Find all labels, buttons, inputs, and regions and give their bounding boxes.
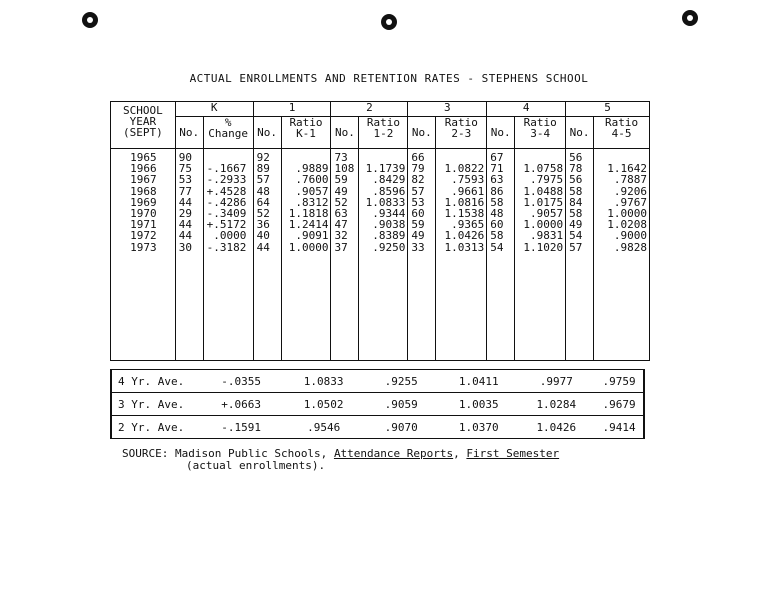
average-r4: 1.0426 xyxy=(518,416,596,439)
g1-no-header: No. xyxy=(253,117,281,149)
group-4-header: 4 xyxy=(487,102,566,117)
first-semester-title: First Semester xyxy=(466,447,560,460)
average-r1: 1.0502 xyxy=(285,393,363,416)
k-pct-column: -.1667 -.2933 +.4528 -.4286 -.3409 +.5172 .0000 -.3182 xyxy=(203,149,253,361)
group-3-header: 3 xyxy=(408,102,487,117)
g1-ratio-header: Ratio K-1 xyxy=(281,117,331,149)
average-row-2yr xyxy=(111,416,644,439)
average-r4: 1.0284 xyxy=(518,393,596,416)
k-no-header: No. xyxy=(175,117,203,149)
average-r5: .9759 xyxy=(595,370,644,393)
average-r2: .9070 xyxy=(362,416,440,439)
enrollment-table xyxy=(110,101,650,361)
punch-hole-right xyxy=(682,10,698,26)
g4-ratio-header: Ratio 3-4 xyxy=(515,117,566,149)
punch-hole-left xyxy=(82,12,98,28)
averages-table xyxy=(110,369,645,439)
g2-ratio-column: 1.1739 .8429 .8596 1.0833 .9344 .9038 .8389 .9250 xyxy=(359,149,408,361)
attendance-reports-title: Attendance Reports xyxy=(333,447,454,460)
g2-no-column: 73 108 59 49 52 63 47 32 37 xyxy=(331,149,359,361)
k-no-column: 90 75 53 77 44 29 44 44 30 xyxy=(175,149,203,361)
average-r2: .9255 xyxy=(362,370,440,393)
g2-no-header: No. xyxy=(331,117,359,149)
average-label: 4 Yr. Ave. xyxy=(111,370,197,393)
average-r3: 1.0411 xyxy=(440,370,518,393)
group-1-header: 1 xyxy=(253,102,331,117)
source-subtext: (actual enrollments). xyxy=(186,459,326,472)
g3-no-column: 66 79 82 57 53 60 59 49 33 xyxy=(408,149,436,361)
average-row-3yr xyxy=(111,393,644,416)
g3-ratio-column: 1.0822 .7593 .9661 1.0816 1.1538 .9365 1.0426 1.0313 xyxy=(436,149,487,361)
punch-hole-center xyxy=(381,14,397,30)
average-r3: 1.0370 xyxy=(440,416,518,439)
g4-no-column: 67 71 63 86 58 48 60 58 54 xyxy=(487,149,515,361)
group-5-header: 5 xyxy=(566,102,650,117)
g1-no-column: 92 89 57 48 64 52 36 40 44 xyxy=(253,149,281,361)
g4-no-header: No. xyxy=(487,117,515,149)
group-k-header: K xyxy=(175,102,253,117)
g5-no-column: 56 78 56 58 84 58 49 54 57 xyxy=(566,149,594,361)
page-title: ACTUAL ENROLLMENTS AND RETENTION RATES - STEPHENS SCHOOL xyxy=(189,72,589,85)
g3-ratio-header: Ratio 2-3 xyxy=(436,117,487,149)
average-r2: .9059 xyxy=(362,393,440,416)
average-r3: 1.0035 xyxy=(440,393,518,416)
g5-ratio-column: 1.1642 .7887 .9206 .9767 1.0000 1.0208 .9000 .9828 xyxy=(594,149,650,361)
average-r1: 1.0833 xyxy=(285,370,363,393)
source-label: SOURCE: xyxy=(122,447,169,460)
g5-ratio-header: Ratio 4-5 xyxy=(594,117,650,149)
group-2-header: 2 xyxy=(331,102,408,117)
source-text: Madison Public Schools, xyxy=(174,447,328,460)
average-r5: .9679 xyxy=(595,393,644,416)
g4-ratio-column: 1.0758 .7975 1.0488 1.0175 .9057 1.0000 .9831 1.1020 xyxy=(515,149,566,361)
average-label: 2 Yr. Ave. xyxy=(111,416,197,439)
g1-ratio-column: .9889 .7600 .9057 .8312 1.1818 1.2414 .9091 1.0000 xyxy=(281,149,331,361)
years-column: 1965 1966 1967 1968 1969 1970 1971 1972 1973 xyxy=(111,149,176,361)
average-row-4yr xyxy=(111,370,644,393)
g2-ratio-header: Ratio 1-2 xyxy=(359,117,408,149)
average-r5: .9414 xyxy=(595,416,644,439)
average-r1: .9546 xyxy=(285,416,363,439)
average-pct: +.0663 xyxy=(197,393,284,416)
average-r4: .9977 xyxy=(518,370,596,393)
average-pct: -.1591 xyxy=(197,416,284,439)
source-note: SOURCE: Madison Public Schools, Attendance Reports, First Semester (actual enrollments). xyxy=(122,447,560,472)
k-pct-header: % Change xyxy=(203,117,253,149)
school-year-header: SCHOOL YEAR (SEPT) xyxy=(111,102,176,149)
average-label: 3 Yr. Ave. xyxy=(111,393,197,416)
average-pct: -.0355 xyxy=(197,370,284,393)
g5-no-header: No. xyxy=(566,117,594,149)
g3-no-header: No. xyxy=(408,117,436,149)
